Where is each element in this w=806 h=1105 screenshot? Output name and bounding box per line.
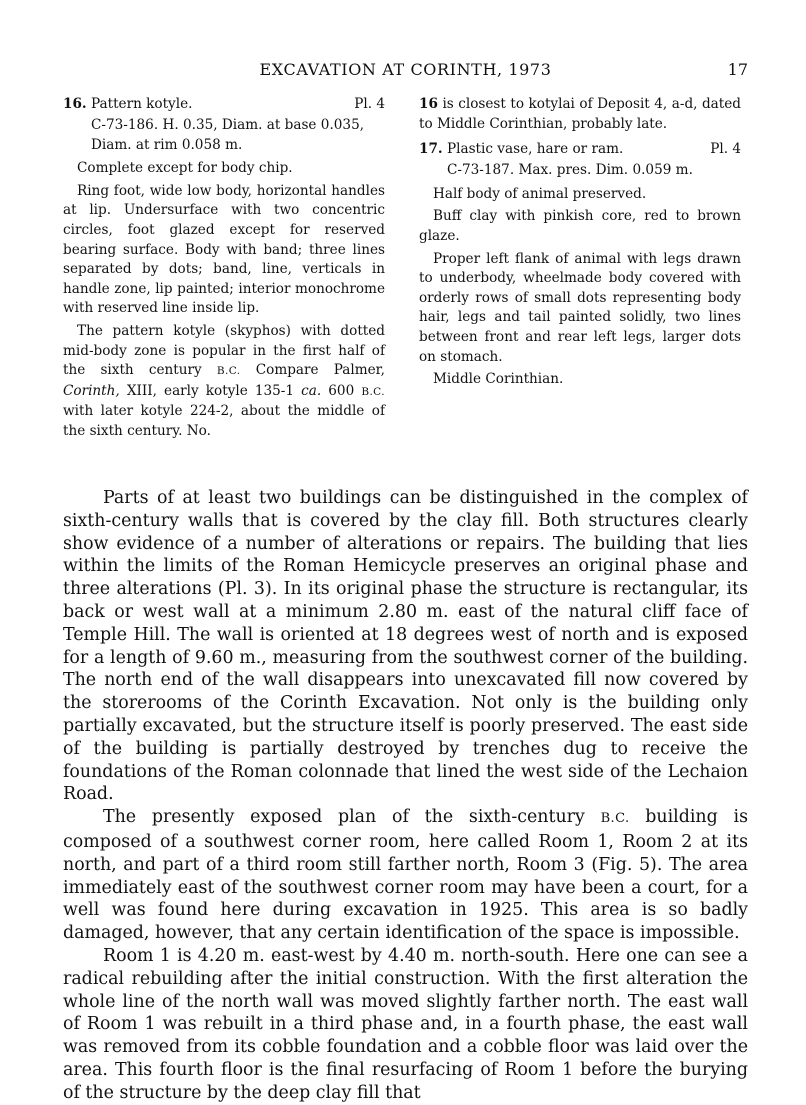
entry-17-date: Middle Corinthian. — [433, 371, 564, 388]
catalog-columns — [63, 95, 748, 445]
entry-17-condition: Half body of animal preserved. — [433, 185, 647, 202]
entry-16-plate: Pl. 4 — [354, 96, 385, 112]
entry-17-fabric: Buff clay with pinkish core, red to brown glaze. — [419, 208, 741, 244]
running-head — [63, 60, 748, 82]
entry-16-heading — [63, 95, 385, 115]
entry-16-catalog: C-73-186. H. 0.35, Diam. at base 0.035, Diam. at rim 0.058 m. — [91, 117, 365, 153]
entry-17-plate: Pl. 4 — [710, 141, 741, 158]
entry-17-description: Proper left flank of animal with legs drawn to underbody, wheelmade body covered with orderly rows of small dots representing body hair, legs and tail painted solidly, two lines between front and rear left legs, larger dots on stomach. — [419, 250, 741, 365]
catalog-column-right — [419, 95, 741, 393]
entry-17-catalog: C-73-187. Max. pres. Dim. 0.059 m. — [447, 162, 693, 179]
page — [63, 60, 748, 1103]
page-number: 17 — [727, 60, 748, 79]
entry-16-comment: The pattern kotyle (skyphos) with dotted mid-body zone is popular in the first half of the sixth century B.C. Compare Palmer, Corinth, XIII, early kotyle 135-1 ca. 600 B.C. with later kotyle 224-2, about the middle of the sixth century. No. — [63, 322, 385, 439]
entry-17-name: Plastic vase, hare or ram. — [446, 141, 624, 158]
entry-16-comment-continued: 16 is closest to kotylai of Deposit 4, a-d, dated to Middle Corinthian, probably late. — [419, 96, 741, 132]
entry-16-condition: Complete except for body chip. — [77, 160, 293, 177]
catalog-column-left — [63, 95, 385, 445]
entry-16-number: 16. — [63, 96, 87, 112]
body-text — [63, 487, 748, 1105]
body-paragraph-2: The presently exposed plan of the sixth-century B.C. building is composed of a southwest corner room, here called Room 1, Room 2 at its north, and part of a third room still farther north, Room 3 (Fig. 5). The area immediately east of the southwest corner room may have been a court, for a well was found here during excavation in 1925. This area is so badly damaged, however, that any certain identification of the space is impossible. — [63, 807, 748, 944]
running-title: EXCAVATION AT CORINTH, 1973 — [259, 60, 552, 79]
entry-16-description: Ring foot, wide low body, horizontal handles at lip. Undersurface with two concentric circles, foot glazed except for reserved bearing surface. Body with band; three lines separated by dots; band, line, verticals in handle zone, lip painted; interior monochrome with reserved line inside lip. — [63, 182, 385, 317]
body-paragraph-1: Parts of at least two buildings can be distinguished in the complex of sixth-century walls that is covered by the clay fill. Both structures clearly show evidence of a number of alterations or repairs. The building that lies within the limits of the Roman Hemicycle preserves an original phase and three alterations (Pl. 3). In its original phase the structure is rectangular, its back or west wall at a minimum 2.80 m. east of the natural cliff face of Temple Hill. The wall is oriented at 18 degrees west of north and is exposed for a length of 9.60 m., measuring from the southwest corner of the building. The north end of the wall disappears into unexcavated fill now covered by the storerooms of the Corinth Excavation. Not only is the building only partially excavated, but the structure itself is poorly preserved. The east side of the building is partially destroyed by trenches dug to receive the foundations of the Roman colonnade that lined the west side of the Lechaion Road. — [63, 488, 748, 805]
body-paragraph-3: Room 1 is 4.20 m. east-west by 4.40 m. north-south. Here one can see a radical rebuilding after the initial construction. With the first alteration the whole line of the north wall was moved slightly farther north. The east wall of Room 1 was rebuilt in a third phase and, in a fourth phase, the east wall was removed from its cobble foundation and a cobble floor was laid over the area. This fourth floor is the final resurfacing of Room 1 before the burying of the structure by the deep clay fill that — [63, 945, 748, 1103]
entry-16-name: Pattern kotyle. — [90, 96, 193, 112]
entry-17-number: 17. — [419, 141, 443, 158]
entry-17-heading — [419, 140, 741, 160]
